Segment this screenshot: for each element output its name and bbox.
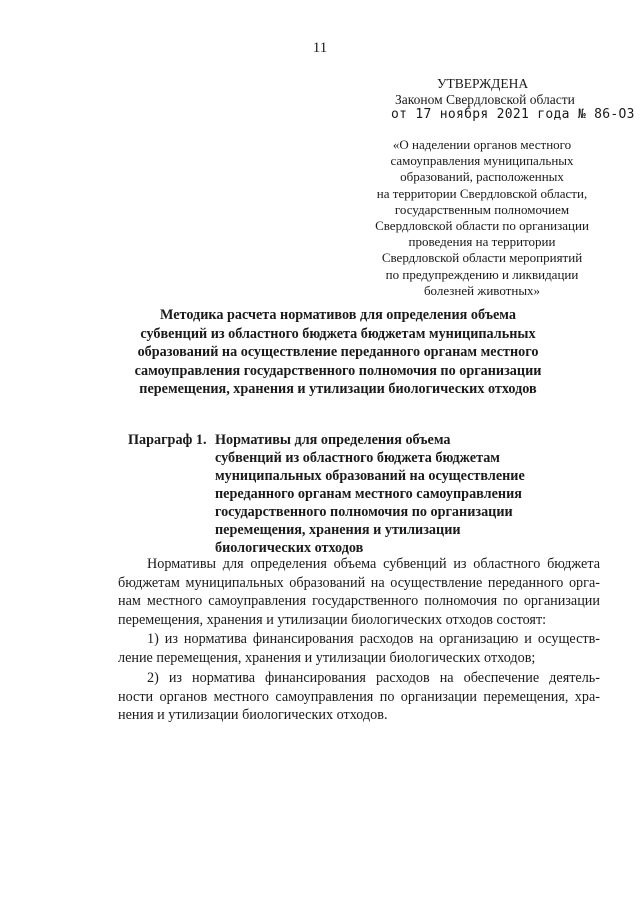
list-item-2-line: 2) из норматива финансирования расходов на обеспечение деятель- — [147, 670, 600, 686]
list-item-2-line: нения и утилизации биологических отходов. — [118, 707, 388, 724]
list-item-1 — [118, 630, 600, 667]
approval-law-reference: Законом Свердловской области — [395, 92, 575, 107]
law-title-line: по предупреждению и ликвидации — [385, 266, 579, 282]
paragraph-heading-line: муниципальных образований на осуществление — [215, 468, 525, 484]
law-title-line: самоуправления муниципальных — [390, 153, 574, 169]
list-item-1-line: 1) из норматива финансирования расходов на организацию и осуществ- — [147, 631, 600, 647]
approval-date-number: от 17 ноября 2021 года № 86-ОЗ — [391, 107, 635, 122]
law-title — [362, 137, 602, 299]
methodology-title — [118, 306, 558, 399]
methodology-title-line: самоуправления государственного полномочия по организации — [134, 362, 542, 379]
law-title-line: проведения на территории — [408, 234, 556, 250]
law-title-line: государственным полномочием — [394, 201, 570, 217]
list-item-1-line: ление перемещения, хранения и утилизации биологических отходов; — [118, 649, 536, 666]
paragraph-label: Параграф 1. — [128, 432, 207, 448]
list-item-2-line: ности органов местного самоуправления по организации перемещения, хра- — [118, 688, 600, 705]
paragraph-heading-line: государственного полномочия по организации — [215, 504, 513, 520]
page-number: 11 — [312, 40, 328, 56]
methodology-title-line: Методика расчета нормативов для определения объема — [160, 307, 516, 323]
methodology-title-line: перемещения, хранения и утилизации биологических отходов — [139, 381, 537, 397]
paragraph-heading-line: субвенций из областного бюджета бюджетам — [215, 450, 500, 466]
intro-line: Нормативы для определения объема субвенций из областного бюджета — [147, 556, 600, 572]
paragraph-heading-line: биологических отходов — [215, 540, 364, 556]
approval-label: УТВЕРЖДЕНА — [437, 76, 529, 91]
law-title-line: образований, расположенных — [400, 169, 564, 185]
intro-line: нам местного самоуправления государственного полномочия по организации — [118, 593, 600, 610]
law-title-line: «О наделении органов местного — [392, 137, 572, 152]
law-title-line: Свердловской области по организации — [375, 218, 589, 234]
methodology-title-line: субвенций из областного бюджета бюджетам муниципальных — [140, 325, 536, 342]
paragraph-heading-line: Нормативы для определения объема — [215, 432, 451, 448]
intro-line: бюджетам муниципальных образований на осуществление переданного орга- — [118, 574, 600, 591]
law-title-line: Свердловской области мероприятий — [381, 250, 583, 266]
intro-paragraph — [118, 555, 600, 629]
list-item-2 — [118, 669, 600, 725]
law-title-line: болезней животных» — [423, 282, 541, 298]
paragraph-heading-line: переданного органам местного самоуправления — [215, 486, 522, 502]
paragraph-heading-line: перемещения, хранения и утилизации — [215, 522, 461, 538]
intro-line: перемещения, хранения и утилизации биологических отходов состоят: — [118, 611, 547, 628]
methodology-title-line: образований на осуществление переданного органам местного — [137, 344, 539, 360]
law-title-line: на территории Свердловской области, — [376, 185, 588, 201]
